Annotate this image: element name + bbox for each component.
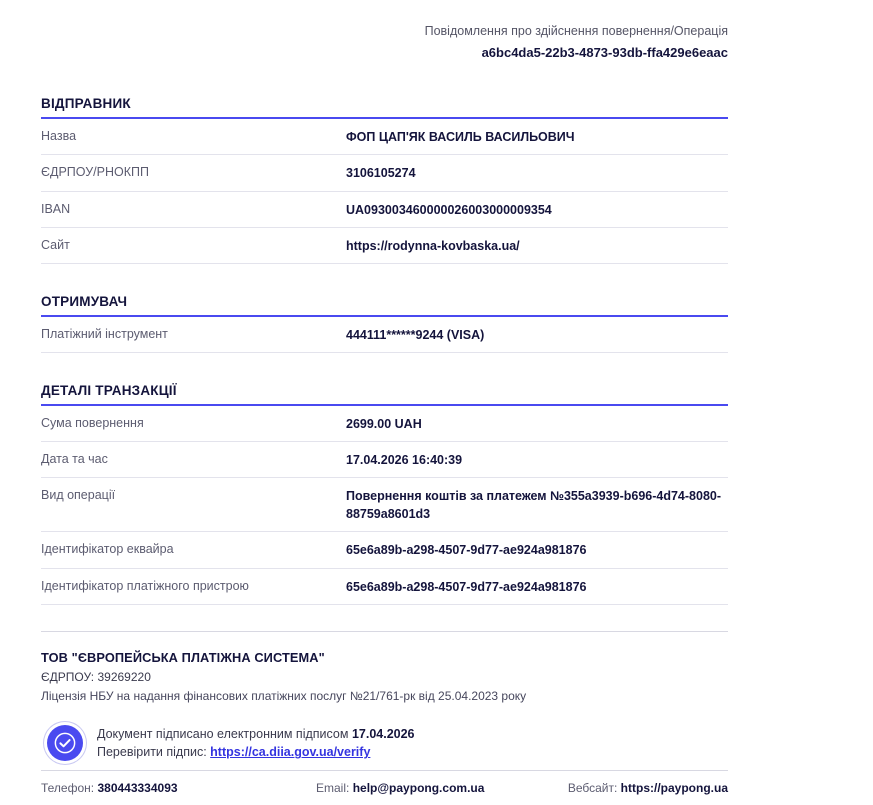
row-value: Повернення коштів за платежем №355a3939-b696-4d74-8080-88759a8601d3	[346, 489, 722, 522]
row-value: UA093003460000026003000009354	[346, 202, 552, 217]
signature-text	[97, 725, 415, 763]
footer-web-value[interactable]: https://paypong.ua	[620, 781, 728, 795]
row-label: Дата та час	[41, 452, 108, 466]
table-row	[41, 569, 728, 605]
signature-label: Документ підписано електронним підписом	[97, 726, 349, 741]
row-label: Сума повернення	[41, 415, 144, 430]
row-value: 3106105274	[346, 166, 416, 181]
document-header	[41, 22, 728, 62]
row-value: 65e6a89b-a298-4507-9d77-ae924a981876	[346, 543, 587, 558]
table-row	[41, 406, 728, 442]
row-label: Сайт	[41, 237, 70, 252]
verify-label: Перевірити підпис:	[97, 745, 207, 760]
section-sender-rows	[41, 119, 728, 264]
table-row	[41, 442, 728, 478]
company-edrpou: ЄДРПОУ: 39269220	[41, 669, 151, 684]
company-block	[41, 631, 728, 703]
table-row	[41, 532, 728, 568]
footer-website	[568, 781, 728, 795]
row-label: Ідентифікатор платіжного пристрою	[41, 578, 249, 593]
document-footer	[41, 770, 728, 795]
footer-email	[306, 781, 568, 795]
company-name: ТОВ "ЄВРОПЕЙСЬКА ПЛАТІЖНА СИСТЕМА"	[41, 649, 325, 665]
row-label: Платіжний інструмент	[41, 326, 168, 341]
section-title-sender: ВІДПРАВНИК	[41, 96, 728, 119]
footer-phone-label: Телефон:	[41, 781, 95, 795]
section-title-recipient: ОТРИМУВАЧ	[41, 294, 728, 317]
row-value: https://rodynna-kovbaska.ua/	[346, 238, 520, 253]
table-row	[41, 155, 728, 191]
signature-date: 17.04.2026	[351, 726, 415, 741]
electronic-signature-block	[41, 725, 728, 763]
table-row	[41, 119, 728, 155]
row-value: 17.04.2026 16:40:39	[346, 453, 463, 467]
document-id: a6bc4da5-22b3-4873-93db-ffa429e6eaac	[481, 44, 728, 60]
footer-phone-value: 380443334093	[97, 781, 178, 795]
table-row	[41, 317, 728, 353]
table-row	[41, 192, 728, 228]
row-value: 444111******9244 (VISA)	[346, 327, 485, 342]
footer-web-label: Вебсайт:	[567, 781, 618, 795]
section-title-transaction-details: ДЕТАЛІ ТРАНЗАКЦІЇ	[41, 383, 728, 406]
section-recipient-rows	[41, 317, 728, 353]
footer-email-value[interactable]: help@paypong.com.ua	[352, 781, 485, 795]
row-label: ЄДРПОУ/РНОКПП	[41, 165, 149, 180]
company-license: Ліцензія НБУ на надання фінансових платіжних послуг №21/761-рк від 25.04.2023 року	[41, 688, 527, 703]
verified-check-icon	[47, 725, 83, 761]
footer-phone	[41, 781, 306, 795]
table-row	[41, 478, 728, 532]
row-value: 2699.00 UAH	[346, 416, 422, 431]
row-value: 65e6a89b-a298-4507-9d77-ae924a981876	[346, 579, 587, 594]
document-content	[41, 0, 728, 762]
row-value: ФОП ЦАП'ЯК ВАСИЛЬ ВАСИЛЬОВИЧ	[346, 130, 575, 145]
row-label: IBAN	[41, 201, 71, 216]
footer-email-label: Email:	[316, 781, 350, 795]
verify-signature-link[interactable]: https://ca.diia.gov.ua/verify	[210, 745, 371, 760]
row-label: Ідентифікатор еквайра	[41, 542, 174, 557]
section-transaction-rows	[41, 406, 728, 605]
table-row	[41, 228, 728, 264]
document-type-label: Повідомлення про здійснення повернення/Операція	[424, 24, 728, 38]
row-label: Вид операції	[41, 488, 116, 503]
row-label: Назва	[41, 129, 77, 144]
